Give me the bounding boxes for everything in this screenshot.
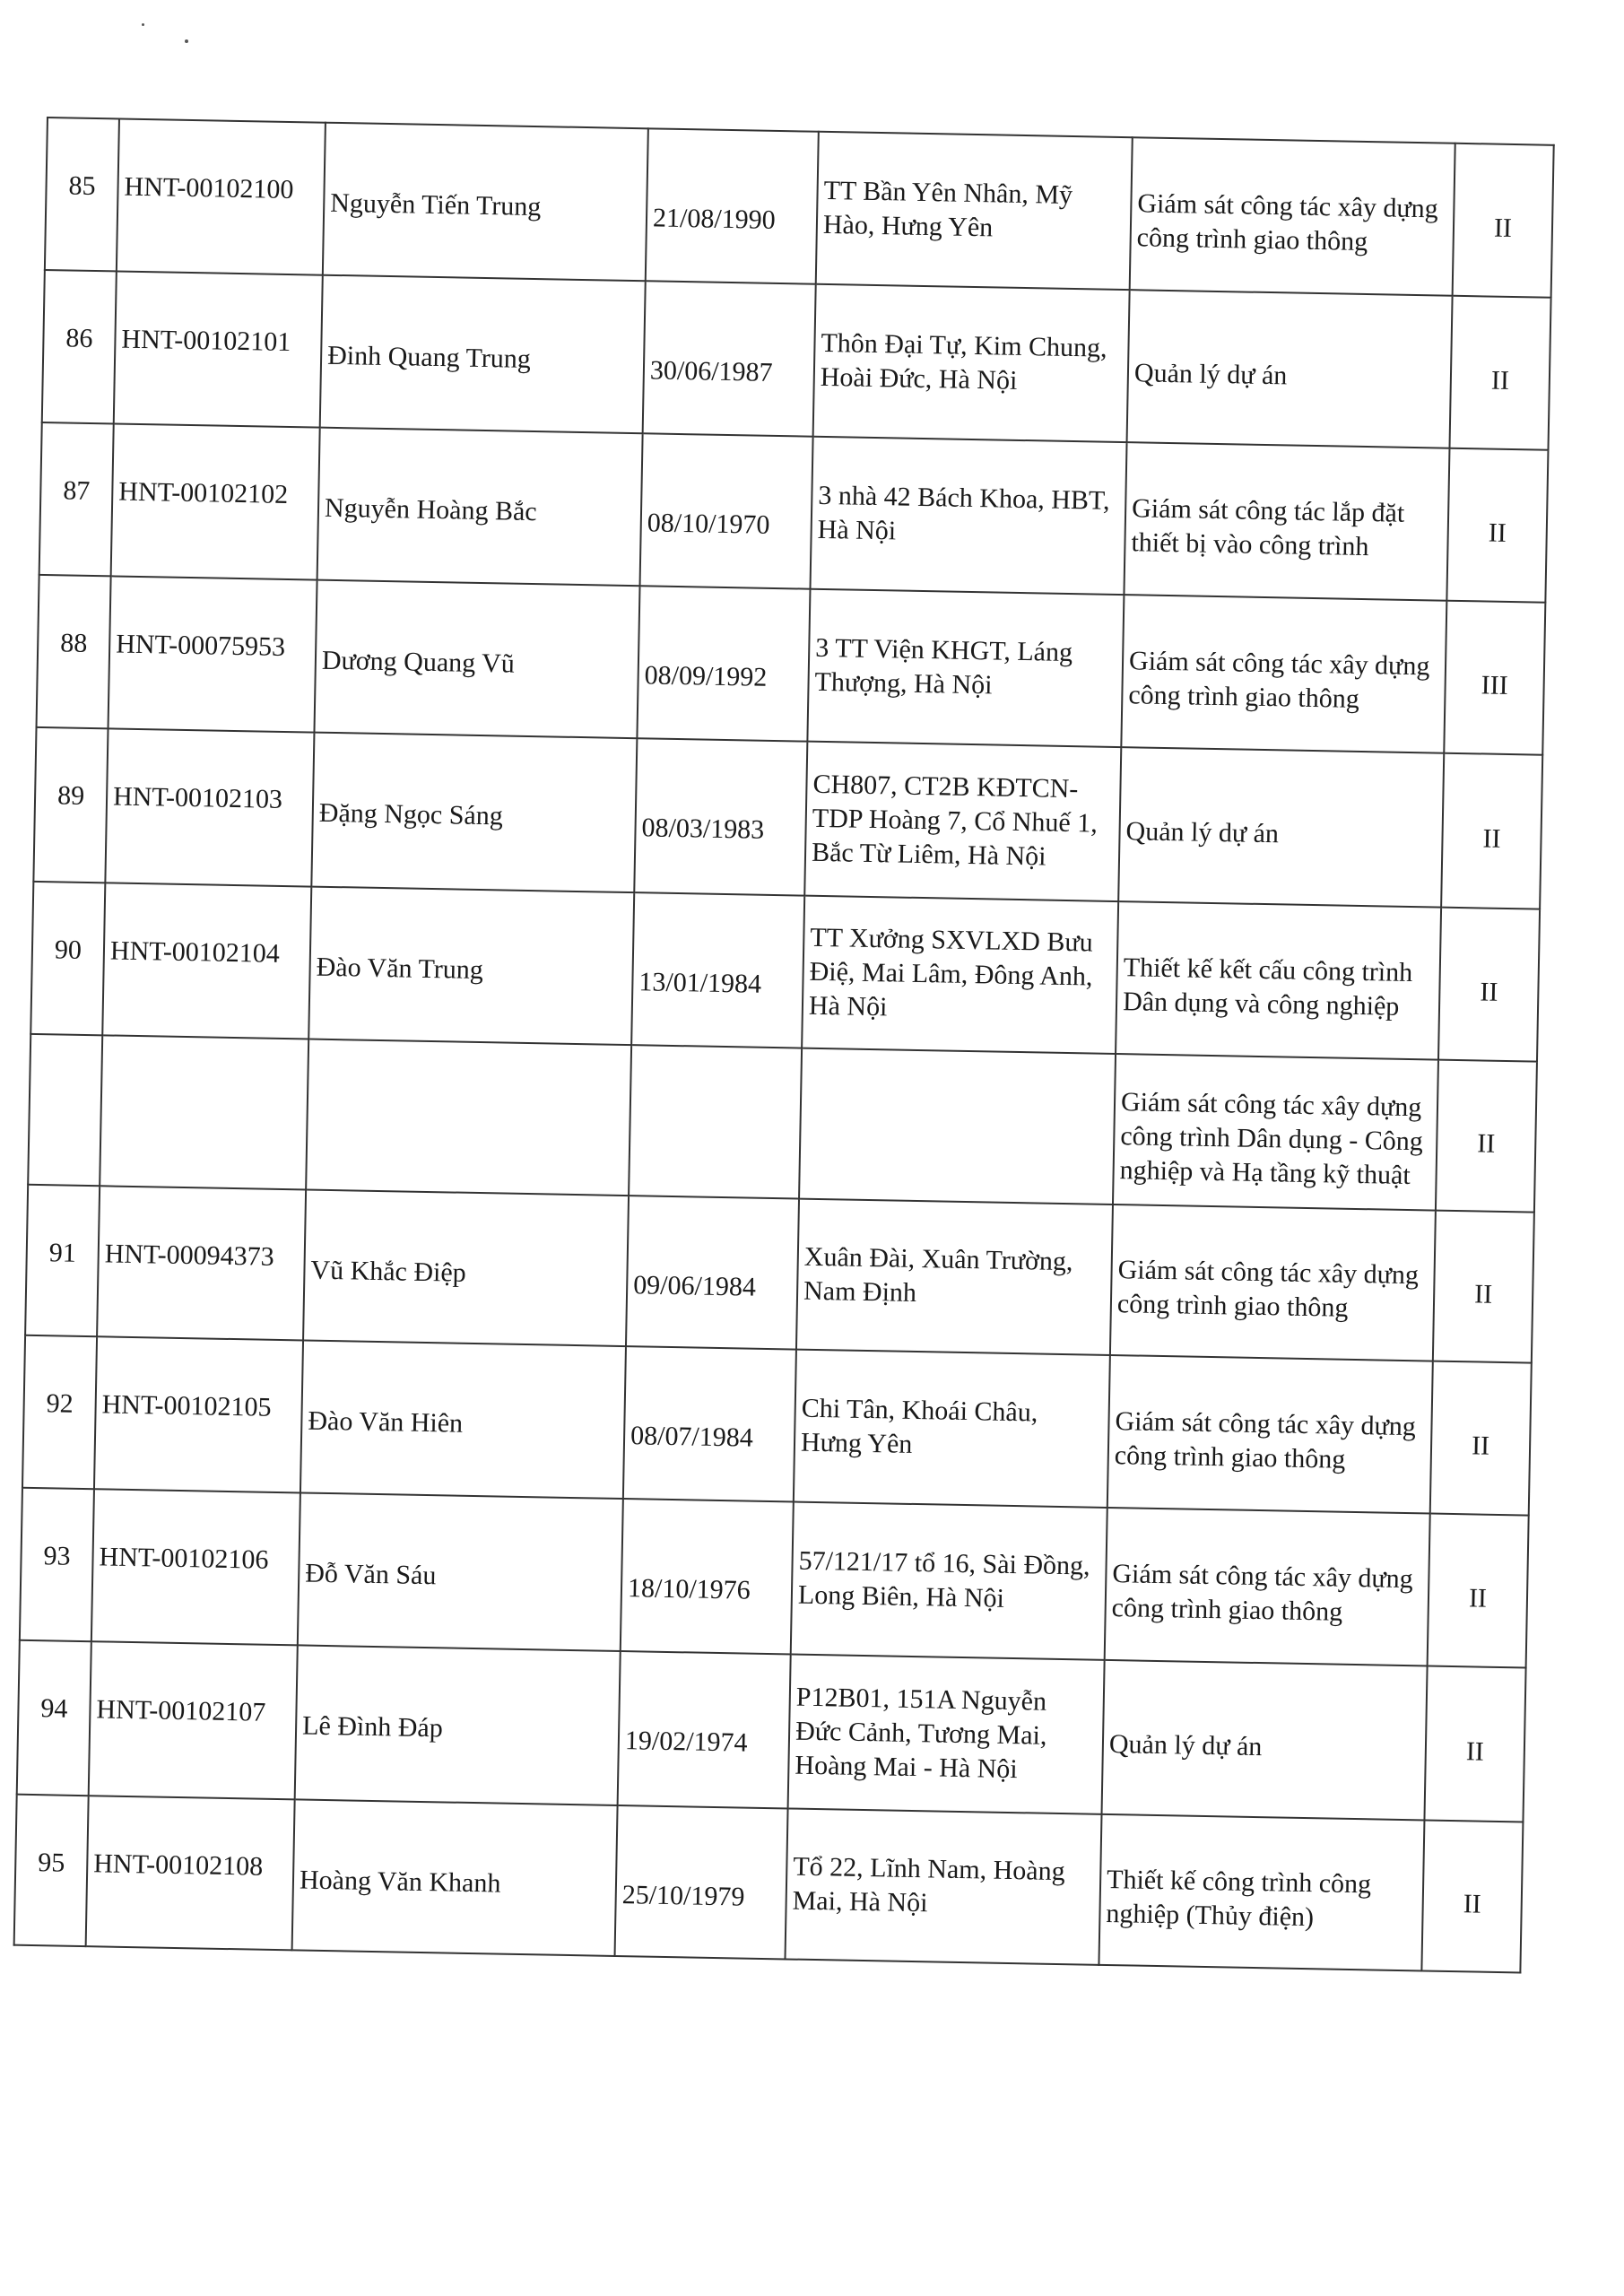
grade: II [1428, 1514, 1529, 1668]
certificate-code: HNT-00102102 [111, 423, 320, 579]
practice-field: Quản lý dự án [1102, 1660, 1428, 1821]
row-number: 91 [25, 1185, 100, 1336]
date-of-birth: 19/02/1974 [618, 1651, 791, 1808]
certificate-code [100, 1035, 308, 1189]
address: Tổ 22, Lĩnh Nam, Hoàng Mai, Hà Nội [785, 1808, 1101, 1964]
address: Chi Tân, Khoái Châu, Hưng Yên [794, 1350, 1110, 1508]
certificate-code: HNT-00102105 [94, 1336, 303, 1492]
row-number: 85 [45, 117, 119, 271]
table-row [42, 270, 1551, 450]
scan-speck [185, 39, 188, 43]
person-name: Hoàng Văn Khanh [292, 1799, 618, 1956]
row-number: 90 [30, 882, 105, 1035]
date-of-birth: 21/08/1990 [646, 128, 819, 283]
person-name [306, 1039, 631, 1196]
certificate-code: HNT-00102107 [89, 1641, 298, 1799]
certificate-code: HNT-00102101 [114, 271, 323, 427]
grade: II [1438, 908, 1540, 1062]
scan-speck [142, 23, 144, 26]
practice-field: Giám sát công tác xây dựng công trình giao thông [1130, 137, 1455, 296]
certificate-code: HNT-00102106 [91, 1489, 300, 1645]
grade: II [1433, 1211, 1534, 1363]
row-number: 88 [37, 575, 111, 728]
address: P12B01, 151A Nguyễn Đức Cảnh, Tương Mai, Hoàng Mai - Hà Nội [788, 1654, 1105, 1813]
person-name: Đào Văn Hiên [300, 1340, 626, 1499]
certificate-code: HNT-00102108 [86, 1796, 295, 1950]
date-of-birth: 09/06/1984 [626, 1196, 799, 1349]
table-row [39, 422, 1549, 603]
person-name: Lê Đình Đáp [295, 1645, 621, 1805]
certificate-code: HNT-00075953 [109, 576, 317, 732]
row-number: 94 [17, 1640, 91, 1796]
address: 57/121/17 tổ 16, Sài Đồng, Long Biên, Hà Nội [791, 1502, 1107, 1660]
address: TT Xưởng SXVLXD Bưu Điệ, Mai Lâm, Đông Anh, Hà Nội [802, 896, 1118, 1054]
address: CH807, CT2B KĐTCN-TDP Hoàng 7, Cổ Nhuế 1, Bắc Từ Liêm, Hà Nội [804, 742, 1121, 901]
table-body [14, 117, 1554, 1972]
table-row [22, 1335, 1532, 1516]
table-row [17, 1640, 1526, 1822]
person-name: Vũ Khắc Điệp [303, 1189, 629, 1346]
date-of-birth: 18/10/1976 [621, 1499, 794, 1654]
date-of-birth: 30/06/1987 [643, 281, 816, 436]
table-row [45, 117, 1554, 298]
address: Thôn Đại Tự, Kim Chung, Hoài Đức, Hà Nội [813, 284, 1130, 442]
person-name: Đỗ Văn Sáu [298, 1492, 623, 1651]
table-row [33, 727, 1542, 909]
certificate-code: HNT-00102100 [117, 118, 326, 274]
address: 3 nhà 42 Bách Khoa, HBT, Hà Nội [810, 437, 1126, 595]
row-number: 95 [14, 1795, 89, 1946]
row-number: 86 [42, 270, 117, 423]
person-name: Nguyễn Hoàng Bắc [317, 428, 643, 587]
person-name: Dương Quang Vũ [314, 580, 639, 739]
date-of-birth: 25/10/1979 [615, 1805, 788, 1959]
person-name: Đinh Quang Trung [320, 275, 646, 434]
practice-field: Giám sát công tác xây dựng công trình giao thông [1105, 1508, 1430, 1666]
certificate-code: HNT-00102104 [102, 883, 311, 1039]
table-row [30, 882, 1540, 1062]
practice-field: Thiết kế kết cấu công trình Dân dụng và công nghiệp [1116, 901, 1441, 1060]
certificate-code: HNT-00094373 [97, 1186, 306, 1340]
address: Xuân Đài, Xuân Trường, Nam Định [796, 1199, 1113, 1355]
grade: II [1430, 1361, 1532, 1516]
registry-table [13, 117, 1555, 1973]
practice-field: Quản lý dự án [1118, 747, 1444, 908]
address: TT Bần Yên Nhân, Mỹ Hào, Hưng Yên [816, 132, 1133, 290]
date-of-birth: 08/10/1970 [640, 433, 813, 588]
practice-field: Giám sát công tác xây dựng công trình Dân dụng - Công nghiệp và Hạ tầng kỹ thuật [1113, 1054, 1438, 1211]
date-of-birth: 08/09/1992 [637, 586, 810, 741]
table-row [37, 575, 1546, 755]
person-name: Đào Văn Trung [308, 887, 634, 1046]
grade: III [1444, 601, 1545, 755]
row-number: 87 [39, 422, 114, 576]
address: 3 TT Viện KHGT, Láng Thượng, Hà Nội [807, 589, 1124, 747]
grade: II [1446, 448, 1548, 603]
table-row [28, 1034, 1537, 1213]
row-number: 92 [22, 1335, 97, 1489]
grade: II [1436, 1060, 1537, 1213]
row-number: 93 [20, 1488, 94, 1641]
practice-field: Giám sát công tác xây dựng công trình giao thông [1110, 1205, 1436, 1361]
date-of-birth: 08/07/1984 [623, 1346, 796, 1501]
practice-field: Giám sát công tác xây dựng công trình giao thông [1107, 1355, 1433, 1514]
registry-table-wrapper [13, 117, 1553, 1973]
table-row [20, 1488, 1529, 1668]
person-name: Nguyễn Tiến Trung [323, 123, 648, 282]
row-number [28, 1034, 102, 1186]
practice-field: Thiết kế công trình công nghiệp (Thủy điện) [1099, 1814, 1424, 1971]
person-name: Đặng Ngọc Sáng [311, 733, 637, 893]
grade: II [1453, 144, 1554, 298]
practice-field: Quản lý dự án [1127, 290, 1453, 448]
practice-field: Giám sát công tác xây dựng công trình giao thông [1121, 595, 1446, 753]
grade: II [1449, 296, 1550, 450]
grade: II [1421, 1820, 1523, 1972]
address [799, 1048, 1116, 1205]
grade: II [1441, 753, 1542, 909]
grade: II [1424, 1666, 1525, 1822]
date-of-birth: 08/03/1983 [634, 738, 807, 895]
table-row [25, 1185, 1534, 1363]
practice-field: Giám sát công tác lắp đặt thiết bị vào công trình [1124, 442, 1449, 601]
date-of-birth [629, 1045, 802, 1198]
certificate-code: HNT-00102103 [105, 728, 314, 886]
date-of-birth: 13/01/1984 [631, 892, 804, 1048]
table-row [14, 1795, 1524, 1973]
row-number: 89 [33, 727, 108, 883]
